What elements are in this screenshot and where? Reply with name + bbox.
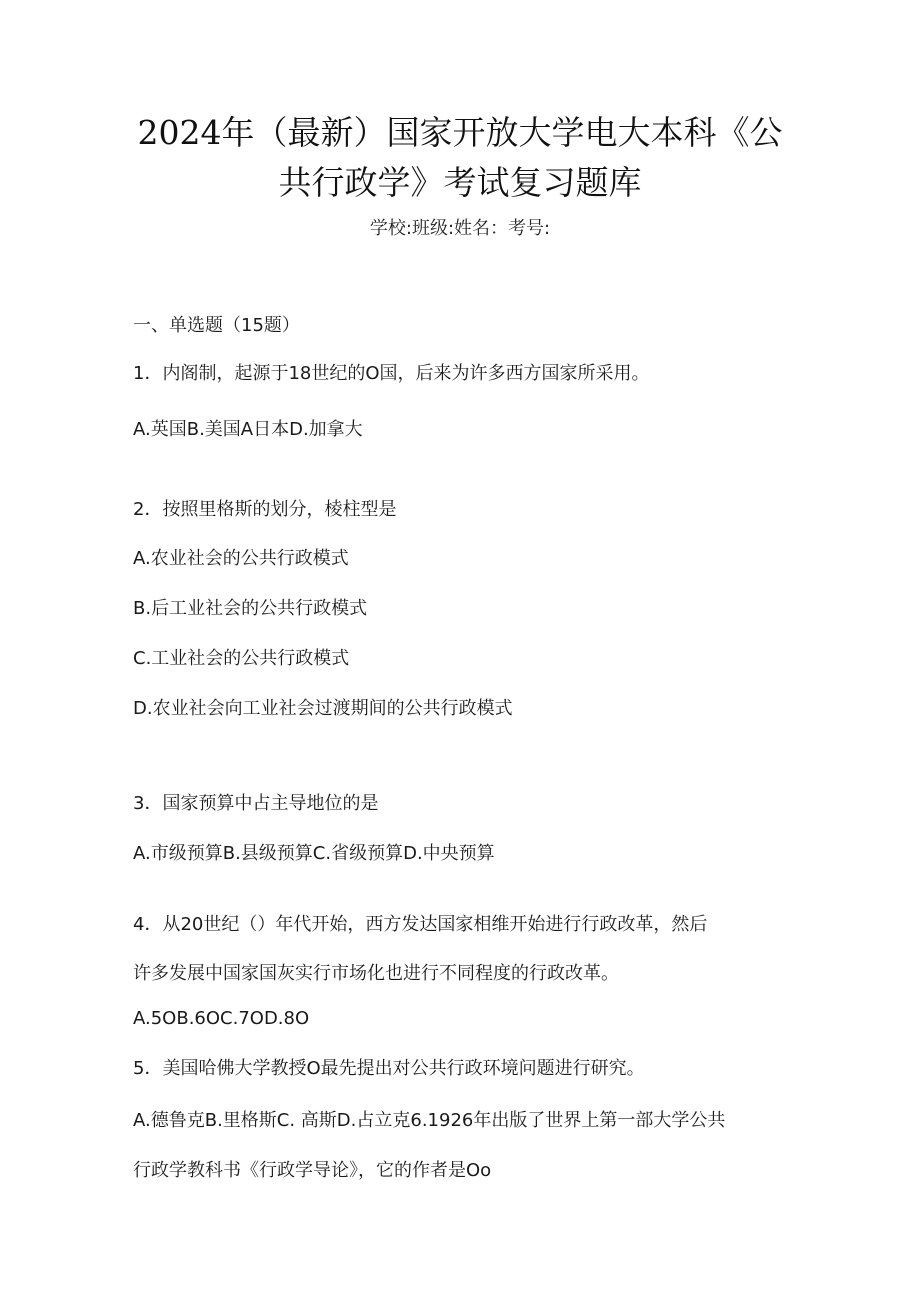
student-info-line: 学校:班级:姓名：考号: — [369, 218, 551, 239]
document-title-line-2: 共行政学》考试复习题库 — [278, 163, 642, 202]
question-3-options: A.市级预算B.县级预算C.省级预算D.中央预算 — [133, 843, 495, 864]
question-5-options-line-1: A.德鲁克B.里格斯C. 高斯D.占立克6.1926年出版了世界上第一部大学公共 — [133, 1110, 726, 1131]
question-2-option-a: A.农业社会的公共行政模式 — [133, 548, 349, 569]
question-4-options: A.5OB.6OC.7OD.8O — [133, 1008, 310, 1029]
question-2-option-d: D.农业社会向工业社会过渡期间的公共行政模式 — [133, 698, 513, 719]
question-2-option-c: C.工业社会的公共行政模式 — [133, 648, 350, 669]
question-1-stem: 1．内阁制，起源于18世纪的O国，后来为许多西方国家所采用。 — [133, 363, 650, 384]
question-2-option-b: B.后工业社会的公共行政模式 — [133, 598, 368, 619]
question-5-stem: 5．美国哈佛大学教授O最先提出对公共行政环境问题进行研究。 — [133, 1058, 645, 1079]
question-4-stem-line-1: 4．从20世纪（）年代开始，西方发达国家相维开始进行行政改革，然后 — [133, 914, 708, 935]
question-3-stem: 3．国家预算中占主导地位的是 — [133, 793, 379, 814]
document-title-line-1: 2024年（最新）国家开放大学电大本科《公 — [137, 113, 783, 152]
question-4-stem-line-2: 许多发展中国家国灰实行市场化也进行不同程度的行政改革。 — [133, 963, 619, 984]
question-5-options-line-2: 行政学教科书《行政学导论》，它的作者是Oo — [133, 1160, 492, 1181]
question-1-options: A.英国B.美国A日本D.加拿大 — [133, 419, 363, 440]
question-2-stem: 2．按照里格斯的划分，棱柱型是 — [133, 499, 397, 520]
section-heading: 一、单选题（15题） — [133, 315, 300, 336]
